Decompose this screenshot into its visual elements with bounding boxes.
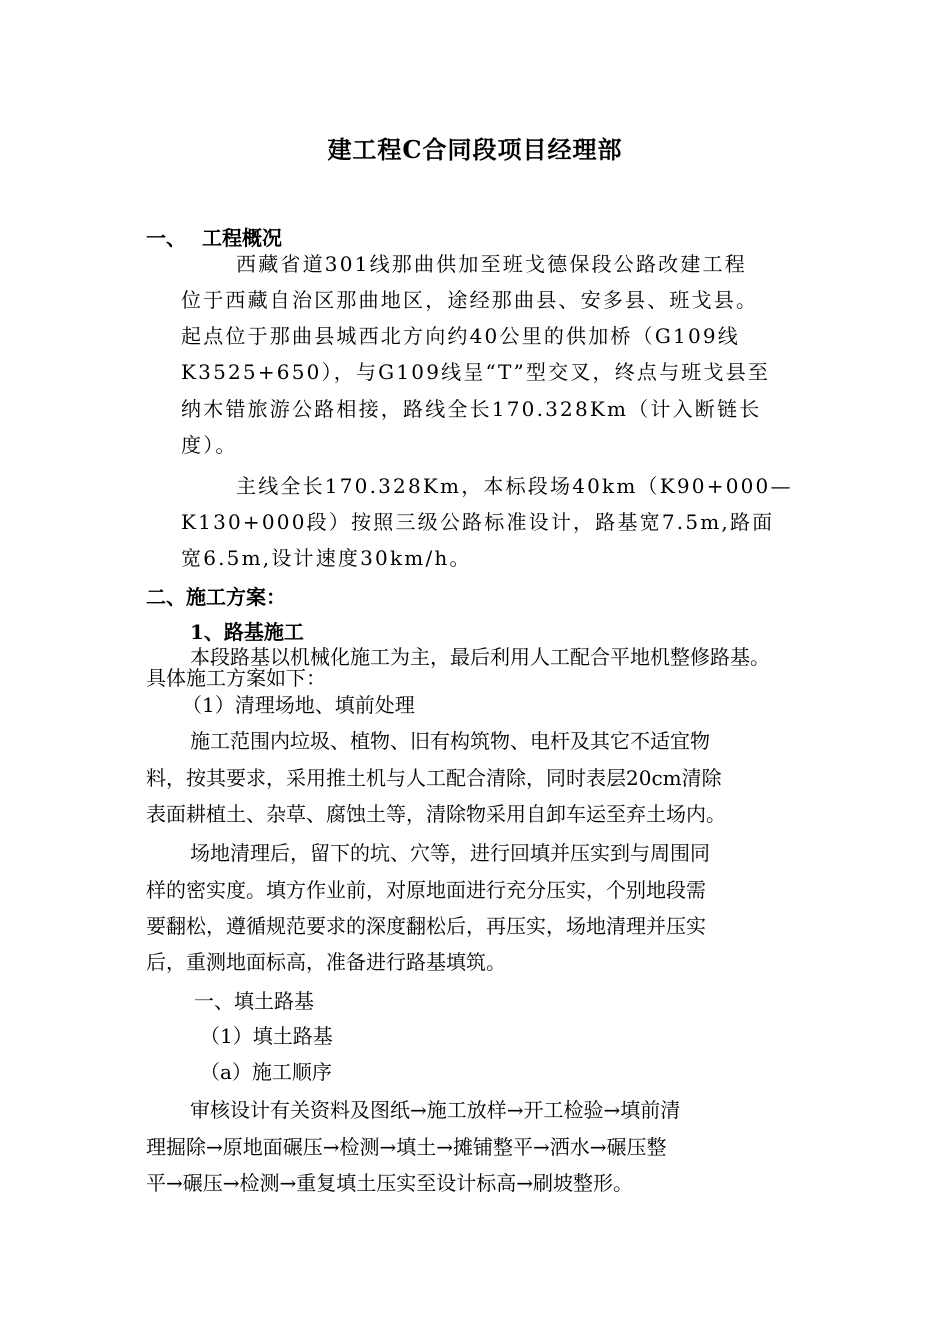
paragraph-line: 料，按其要求，采用推土机与人工配合清除，同时表层20cm清除 <box>146 766 722 790</box>
list-item-heading: （1）清理场地、填前处理 <box>182 693 415 717</box>
subheading: 一、填土路基 <box>194 989 314 1013</box>
paragraph-line: 主线全长170.328Km，本标段场40km（K90+000— <box>236 474 793 498</box>
paragraph-line: 平→碾压→检测→重复填土压实至设计标高→刷坡整形。 <box>146 1171 634 1195</box>
paragraph-line: 要翻松，遵循规范要求的深度翻松后，再压实，场地清理并压实 <box>146 914 706 938</box>
paragraph-line: 施工范围内垃圾、植物、旧有构筑物、电杆及其它不适宜物 <box>190 729 710 753</box>
subheading: （a）施工顺序 <box>200 1060 332 1084</box>
paragraph-line: 场地清理后，留下的坑、穴等，进行回填并压实到与周围同 <box>190 841 710 865</box>
subheading: （1）填土路基 <box>200 1024 333 1048</box>
paragraph-line: 样的密实度。填方作业前，对原地面进行充分压实，个别地段需 <box>146 878 706 902</box>
section-2-title: 二、施工方案： <box>146 585 286 609</box>
paragraph-line: 位于西藏自治区那曲地区，途经那曲县、安多县、班戈县。 <box>181 288 759 312</box>
paragraph-line: 理掘除→原地面碾压→检测→填土→摊铺整平→洒水→碾压整 <box>146 1135 667 1159</box>
paragraph-line: 本段路基以机械化施工为主，最后利用人工配合平地机整修路基。 <box>190 645 770 669</box>
section-1-title: 工程概况 <box>202 226 282 250</box>
paragraph-line: 起点位于那曲县城西北方向约40公里的供加桥（G109线 <box>181 324 740 348</box>
paragraph-line: 度）。 <box>181 433 238 457</box>
paragraph-line: K3525+650），与G109线呈“T”型交叉，终点与班戈县至 <box>181 360 771 384</box>
paragraph-line: K130+000段）按照三级公路标准设计，路基宽7.5m,路面 <box>181 510 775 534</box>
section-2-subtitle: 1、路基施工 <box>190 620 304 644</box>
section-1-number: 一、 <box>146 226 186 250</box>
paragraph-line: 审核设计有关资料及图纸→施工放样→开工检验→填前清 <box>190 1098 681 1122</box>
paragraph-line: 后，重测地面标高，准备进行路基填筑。 <box>146 950 506 974</box>
paragraph-line: 表面耕植土、杂草、腐蚀土等，清除物采用自卸车运至弃土场内。 <box>146 802 726 826</box>
paragraph-line: 西藏省道301线那曲供加至班戈德保段公路改建工程 <box>236 252 747 276</box>
paragraph-line: 宽6.5m,设计速度30km/h。 <box>181 546 472 570</box>
page-title: 建工程C合同段项目经理部 <box>327 135 623 164</box>
paragraph-line: 纳木错旅游公路相接，路线全长170.328Km（计入断链长 <box>181 397 762 421</box>
paragraph-line: 具体施工方案如下： <box>146 666 326 690</box>
